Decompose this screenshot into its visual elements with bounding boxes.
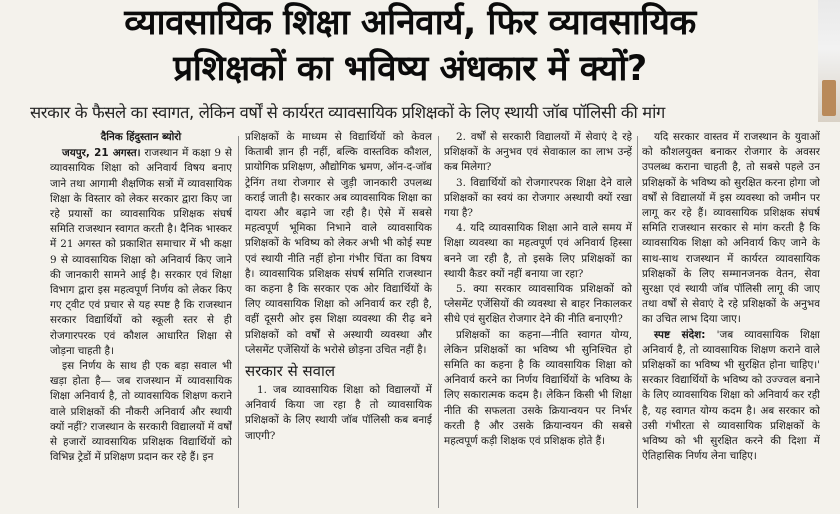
- section-heading: सरकार से सवाल: [245, 362, 336, 381]
- article-column-3: [444, 130, 632, 514]
- photo-edge: [822, 80, 836, 116]
- message-text: 'जब व्यावसायिक शिक्षा अनिवार्य है, तो व्यावसायिक शिक्षण कराने वाले प्रशिक्षकों का भविष्य भी सुरक्षित होना चाहिए।' सरकार विद्यार्थियों के भविष्य को उज्ज्वल बनाने के लिए व्यावसायिक शिक्षा को अनिवार्य कर रही है, यह स्वागत योग्य कदम है। अब सरकार को उसी गंभीरता से व्यावसायिक प्रशिक्षकों के भविष्य को भी सुरक्षित करने की दिशा में ऐतिहासिक निर्णय लेना चाहिए।: [642, 328, 820, 463]
- paragraph-text: राजस्थान में कक्षा 9 से व्यावसायिक शिक्षा को अनिवार्य विषय बनाए जाने तथा आगामी शैक्षणिक सत्रों में व्यावसायिक शिक्षा के विस्तार को लेकर सरकार द्वारा किए जा रहे प्रयासों का व्यावसायिक प्रशिक्षक संघर्ष समिति राजस्थान स्वागत करती है। दैनिक भास्कर में 21 अगस्त को प्रकाशित समाचार में भी कक्षा 9 से व्यावसायिक शिक्षा को अनिवार्य किए जाने की जानकारी सामने आई है। सरकार एवं शिक्षा विभाग द्वारा इस महत्वपूर्ण निर्णय को लेकर किए गए ट्वीट एवं प्रचार से यह स्पष्ट है कि राजस्थान सरकार विद्यार्थियों को स्कूली स्तर से ही रोजगारपरक एवं कौशल आधारित शिक्षा से जोड़ना चाहती है।: [50, 147, 232, 357]
- article-paragraph: प्रशिक्षकों के माध्यम से विद्यार्थियों को केवल किताबी ज्ञान ही नहीं, बल्कि वास्तविक कौशल, प्रायोगिक प्रशिक्षण, औद्योगिक भ्रमण, ऑन-द-जॉब ट्रेनिंग तथा रोजगार से जुड़ी जानकारी उपलब्ध कराई जाती है। सरकार अब व्यावसायिक शिक्षा का दायरा और बढ़ाने जा रही है। ऐसे में सबसे महत्वपूर्ण भूमिका निभाने वाले व्यावसायिक प्रशिक्षकों के भविष्य को लेकर अभी भी कोई स्पष्ट एवं स्थायी नीति नहीं होना गंभीर चिंता का विषय है। व्यावसायिक प्रशिक्षक संघर्ष समिति राजस्थान का कहना है कि सरकार एक ओर विद्यार्थियों के लिए व्यावसायिक शिक्षा को अनिवार्य कर रही है, वहीं दूसरी ओर इस शिक्षा व्यवस्था की रीढ़ बने प्रशिक्षकों को वर्षों से अस्थायी व्यवस्था और प्लेसमेंट एजेंसियों के भरोसे छोड़ना उचित नहीं है।: [245, 131, 432, 356]
- article-column-2: [245, 130, 432, 514]
- headline-line-2: प्रशिक्षकों का भविष्य अंधकार में क्यों?: [173, 49, 647, 89]
- article-paragraph: इस निर्णय के साथ ही एक बड़ा सवाल भी खड़ा होता है— जब राजस्थान में व्यावसायिक शिक्षा अनिवार्य है, तो व्यावसायिक शिक्षण कराने वाले प्रशिक्षकों की नौकरी अनिवार्य और स्थायी क्यों नहीं? राजस्थान के सरकारी विद्यालयों में वर्षों से हजारों व्यावसायिक प्रशिक्षक विद्यार्थियों को विभिन्न ट्रेडों में प्रशिक्षण प्रदान कर रहे हैं। इन: [50, 360, 232, 464]
- article-paragraph: [50, 146, 232, 359]
- article-column-1: [50, 130, 232, 514]
- question-item: 2. वर्षों से सरकारी विद्यालयों में सेवाएं दे रहे प्रशिक्षकों के अनुभव एवं सेवाकाल का लाभ उन्हें कब मिलेगा?: [444, 131, 632, 174]
- article-paragraph: प्रशिक्षकों का कहना—नीति स्वागत योग्य, लेकिन प्रशिक्षकों का भविष्य भी सुनिश्चित हो समिति का कहना है कि व्यावसायिक शिक्षा को अनिवार्य करने का निर्णय विद्यार्थियों के भविष्य के लिए सकारात्मक कदम है। लेकिन किसी भी शिक्षा नीति की सफलता उसके क्रियान्वयन पर निर्भर करती है और उसके क्रियान्वयन की सबसे महत्वपूर्ण कड़ी शिक्षक एवं प्रशिक्षक होते हैं।: [444, 328, 632, 448]
- headline: [0, 0, 820, 100]
- dateline: जयपुर, 21 अगस्त।: [62, 147, 141, 160]
- question-item: 1. जब व्यावसायिक शिक्षा को विद्यालयों में अनिवार्य किया जा रहा है तो व्यावसायिक प्रशिक्षकों के लिए स्थायी जॉब पॉलिसी कब बनाई जाएगी?: [245, 384, 432, 442]
- article-paragraph: [642, 328, 820, 465]
- message-label: स्पष्ट संदेश:: [654, 328, 706, 341]
- headline-line-1: व्यावसायिक शिक्षा अनिवार्य, फिर व्यावसायिक: [124, 3, 696, 43]
- article-column-4: [642, 130, 820, 514]
- question-item: 3. विद्यार्थियों को रोजगारपरक शिक्षा देने वाले प्रशिक्षकों का स्वयं का रोजगार अस्थायी क्यों रखा गया है?: [444, 176, 632, 220]
- subheadline: सरकार के फैसले का स्वागत, लेकिन वर्षों से कार्यरत व्यावसायिक प्रशिक्षकों के लिए स्थायी जॉब पॉलिसी की मांग: [30, 103, 665, 122]
- cropped-photo: [818, 0, 840, 122]
- question-item: 4. यदि व्यावसायिक शिक्षा आने वाले समय में शिक्षा व्यवस्था का महत्वपूर्ण एवं अनिवार्य हिस्सा बनने जा रही है, तो इसके लिए प्रशिक्षकों का स्थायी कैडर क्यों नहीं बनाया जा रहा?: [444, 222, 632, 280]
- column-divider: [637, 136, 638, 508]
- byline: दैनिक हिंदुस्तान ब्योरो: [100, 131, 182, 143]
- column-divider: [438, 136, 439, 508]
- article-paragraph: यदि सरकार वास्तव में राजस्थान के युवाओं को कौशलयुक्त बनाकर रोजगार के अवसर उपलब्ध कराना चाहती है, तो सबसे पहले उन प्रशिक्षकों के भविष्य को सुरक्षित करना होगा जो वर्षों से विद्यालयों में इस व्यवस्था को जमीन पर लागू कर रहे हैं। व्यावसायिक प्रशिक्षक संघर्ष समिति राजस्थान सरकार से मांग करती है कि व्यावसायिक शिक्षा को अनिवार्य किए जाने के साथ-साथ राजस्थान में कार्यरत व्यावसायिक प्रशिक्षकों के लिए सम्मानजनक वेतन, सेवा सुरक्षा एवं स्थायी जॉब पॉलिसी लागू की जाए तथा वर्षों से सेवाएं दे रहे प्रशिक्षकों के अनुभव का उचित लाभ दिया जाए।: [642, 131, 820, 326]
- column-divider: [238, 136, 239, 508]
- question-item: 5. क्या सरकार व्यावसायिक प्रशिक्षकों को प्लेसमेंट एजेंसियों की व्यवस्था से बाहर निकालकर सीधे एवं सुरक्षित रोजगार देने की नीति बनाएगी?: [444, 283, 632, 326]
